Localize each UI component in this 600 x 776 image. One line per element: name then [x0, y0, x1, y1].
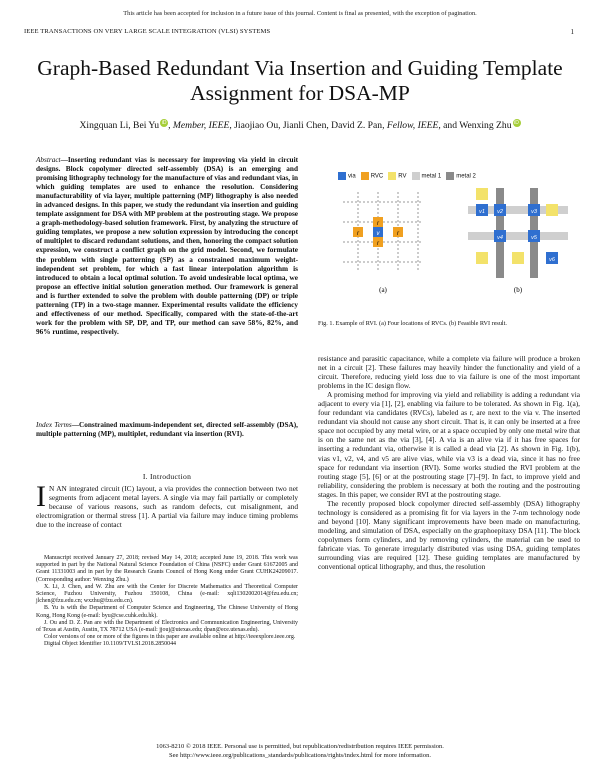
- abstract-label: Abstract: [36, 156, 61, 164]
- acceptance-note: This article has been accepted for inclusion in a future issue of this journal. Content is final as presented, with the exception of pagination.: [123, 10, 477, 17]
- permissions-link[interactable]: See http://www.ieee.org/publications_standards/publications/rights/index.html for more information.: [169, 752, 431, 759]
- figure-legend: [338, 172, 476, 180]
- via-label: v4: [497, 235, 503, 241]
- abstract-dash: —: [60, 156, 68, 164]
- diagram-a: [343, 192, 423, 294]
- footnote: J. Ou and D. Z. Pan are with the Department of Electronics and Communication Engineering, University of Texas at Austin, Austin, TX 78712 USA (e-mail: jjouj@utexas.edu; dpan@ece.utexas.edu).: [36, 619, 298, 634]
- rv-cell: [546, 204, 558, 216]
- legend-label: via: [348, 173, 356, 180]
- legend-swatch-rv: [388, 172, 396, 180]
- paper-title: Graph-Based Redundant Via Insertion and Guiding Template Assignment for DSA-MP: [37, 56, 563, 105]
- figure-caption: Fig. 1. Example of RVI. (a) Four locations of RVCs. (b) Feasible RVI result.: [318, 320, 507, 327]
- intro-first-word: N AN: [49, 484, 67, 493]
- rv-cell: [476, 252, 488, 264]
- footnote: B. Yu is with the Department of Computer Science and Engineering, The Chinese University of Hong Kong, Hong Kong (e-mail: byu@cse.cuhk.edu.hk).: [36, 605, 298, 619]
- drop-cap: I: [36, 480, 46, 513]
- legend-label: RVC: [370, 173, 384, 180]
- rv-cell: [512, 252, 524, 264]
- footnote: Manuscript received January 27, 2018; revised May 14, 2018; accepted June 19, 2018. This work was supported in part by the National Natural Science Foundation of China (NSFC) under Grant 61672005 and Grant 11331003 and in part by the Research Grants Council of Hong Kong under Grant CUHK24209017. (Corresponding author: Wenxing Zhu.): [36, 555, 298, 583]
- legend-label: metal 2: [456, 173, 476, 180]
- footnotes: [36, 555, 298, 649]
- legend-swatch-metal2: [446, 172, 454, 180]
- body-paragraph: The recently proposed block copolymer directed self-assembly (DSA) lithography technology is considered as a promising fit for via layers in the 7-nm technology node and beyond [10]. Many significant improvements have been made on manufacturing, modeling, and simulation of DSA, especially on the graphoepitaxy DSA [11]. The block copolymers form cylinders, and by removing cylinders, the material can be used to fabricate vias. To generate irregularly distributed vias using DSA, guiding templates surrounding vias are required [12]. These guiding templates are manufactured by conventional optical lithography, and thus, the resolution: [318, 498, 580, 572]
- legend-swatch-metal1: [412, 172, 420, 180]
- running-header: IEEE TRANSACTIONS ON VERY LARGE SCALE INTEGRATION (VLSI) SYSTEMS: [24, 28, 271, 35]
- legend-swatch-via: [338, 172, 346, 180]
- abstract-body: Inserting redundant vias is necessary for improving via yield in circuit designs. Block copolymer directed self-assembly (DSA) is an emerging and promising lithography technology for the manufacture of vias and redundant vias, in which guiding templates are used to enhance the resolution. Considering manufacturability of via layer, multiple patterning (MP) lithography is also needed in advanced designs. In this paper, we study the redundant via insertion and guiding template assignment for DSA with MP problem at the postrouting stage. We propose a graph-methodology-based solution framework. First, by analyzing the structure of guiding templates, we propose a new solution expression by introducing the concept of multiplet to discard redundant solutions, and then, honoring the compact solution expression, we construct a conflict graph on the grid model. Second, we formulate the problem with single patterning (SP) as a constrained maximum weight-independent set problem, for which a fast linear interpolation algorithm is introduced to obtain a local optimal solution. To avoid undesirable local optima, we propose an effective initial solution generation method. Our framework is general and is further extended to solve the problem with double patterning (DP) or triple patterning (TP) in a two-stage manner. Experimental results validate the efficiency and effectiveness of our method. Specifically, compared with the state-of-the-art work for the problem with SP, DP, and TP, our method can save 58%, 82%, and 96% runtime, respectively.: [36, 156, 298, 336]
- section-heading: I. Introduction: [142, 472, 192, 481]
- introduction-paragraph: [36, 480, 298, 530]
- via-label: v3: [531, 209, 537, 215]
- body-paragraph: A promising method for improving via yield and reliability is adding a redundant via adjacent to every via [1], [2], enabling via failure to be tolerated. As shown in Fig. 1(a), four redundant via candidates (RVCs), labeled as r, are next to the via v. The inserted redundant via should not cause any short circuit. That is, it can only be inserted at a free space not occupied by any metal wire, or at a space occupied by only one metal wire that is on the same net as the via [3], [4]. A via is an alive via if it has free spaces for inserting a redundant via, otherwise it is called a dead via [2]. As shown in Fig. 1(b), vias v1, v2, v4, and v5 are alive vias, while via v3 is a dead via, since it has no free space for redundant via insertion (RVI). Some works studied the RVI problem at the routing stage [5], [6] or at the postrouting stage [7]–[9]. In fact, to improve yield and reliability, considering the problem is necessary at both the routing and the postrouting stages. In this paper, we consider RVI at the postrouting stage.: [318, 390, 580, 499]
- author-text: , Jiaojiao Ou, Jianli Chen, David Z. Pan: [229, 120, 383, 132]
- author-list: [20, 119, 580, 131]
- body-paragraph: resistance and parasitic capacitance, while a complete via failure will produce a broken net in a circuit [2]. These failures may heavily hinder the functionality and yield of a circuit. Therefore, reducing yield loss due to via failure is one of the most important problems in the IC design flow.: [318, 354, 580, 391]
- author-text: Xingquan Li, Bei Yu: [79, 120, 160, 132]
- rvc-label: r: [357, 231, 359, 237]
- rvc-label: r: [377, 241, 379, 247]
- rvc-label: r: [397, 231, 399, 237]
- orcid-icon[interactable]: iD: [161, 120, 167, 126]
- intro-body: integrated circuit (IC) layout, a via provides the connection between two net segments from adjacent metal layers. A single via may fail partially or completely because of various reasons, such as random defects, cut misalignment, and electromigration or thermal stress [1]. A partial via failure may induce timing problems due to the increase of contact: [36, 484, 298, 530]
- footnote: Color versions of one or more of the figures in this paper are available online at http://ieeexplore.ieee.org.: [44, 634, 296, 641]
- footnote: X. Li, J. Chen, and W. Zhu are with the Center for Discrete Mathematics and Theoretical Computer Science, Fuzhou University, Fuzhou 350108, China (e-mail: xqli1302002014@fzu.edu.cn; jlchen@fzu.edu.cn; wxzhu@fzu.edu.cn).: [36, 583, 298, 605]
- subfigure-label: (b): [513, 286, 523, 294]
- via-label: v1: [479, 209, 485, 215]
- index-terms-label: Index Terms: [36, 421, 72, 429]
- abstract: [36, 156, 298, 337]
- legend-label: RV: [398, 173, 407, 180]
- via-label: v2: [497, 209, 503, 215]
- index-terms-body: Constrained maximum-independent set, directed self-assembly (DSA), multiple patterning (MP), multiplet, redundant via insertion (RVI).: [36, 421, 298, 439]
- page-number: 1: [570, 28, 574, 36]
- footnote: Digital Object Identifier 10.1109/TVLSI.2018.2850044: [44, 641, 177, 648]
- legend-label: metal 1: [421, 173, 442, 180]
- diagram-b: [468, 188, 568, 294]
- orcid-icon[interactable]: iD: [514, 120, 519, 126]
- legend-swatch-rvc: [361, 172, 369, 180]
- rvc-label: r: [377, 221, 379, 227]
- figure-1: [318, 170, 580, 310]
- copyright-notice: [0, 742, 600, 760]
- author-membership: , Member, IEEE: [168, 120, 230, 132]
- subfigure-label: (a): [379, 286, 387, 294]
- via-label: v5: [531, 235, 537, 241]
- rv-cell: [476, 188, 488, 200]
- via-label: v6: [549, 257, 555, 263]
- right-column-text: [318, 354, 580, 571]
- author-text: , and Wenxing Zhu: [438, 120, 512, 132]
- index-terms: [36, 421, 298, 439]
- index-terms-dash: —: [71, 421, 79, 429]
- copyright-line: 1063-8210 © 2018 IEEE. Personal use is permitted, but republication/redistribution requires IEEE permission.: [156, 743, 444, 750]
- figure-diagram: [318, 184, 580, 309]
- author-membership: , Fellow, IEEE: [382, 120, 439, 132]
- via-label: v: [376, 231, 380, 237]
